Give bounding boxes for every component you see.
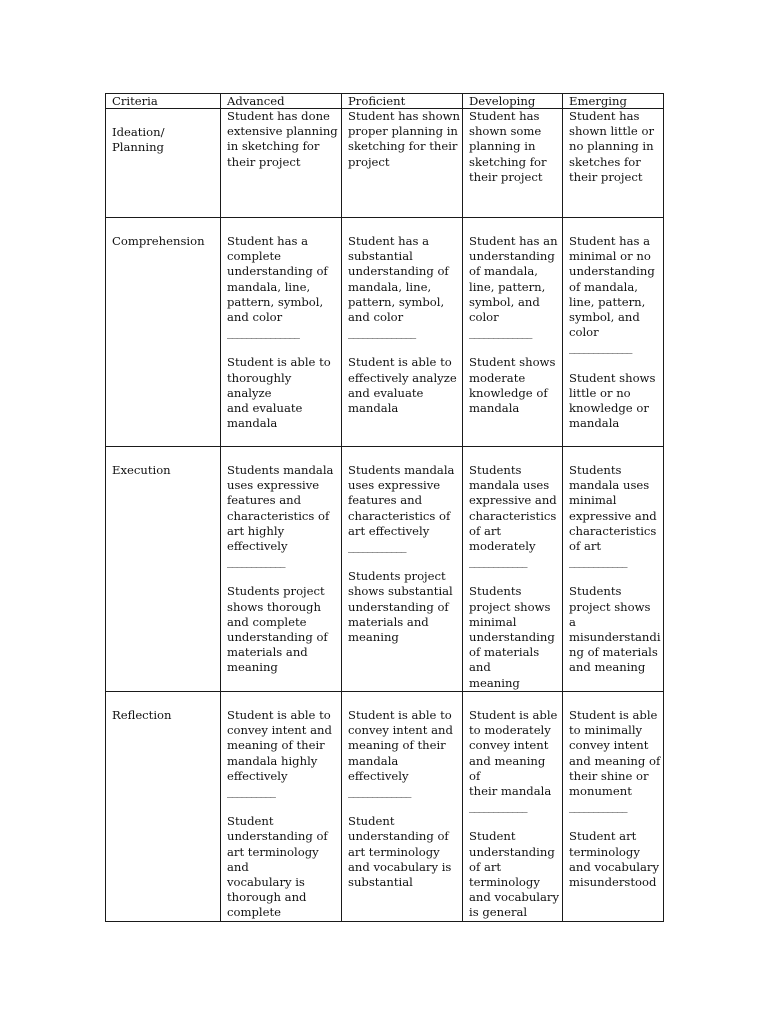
separator-line: ____________ — [469, 554, 527, 569]
cell-text-line: to moderately — [469, 723, 551, 738]
criteria-label: Execution — [112, 463, 171, 477]
cell-text-line: Student shows — [569, 370, 656, 385]
cell-text-line: moderate — [469, 370, 526, 385]
cell-text-line: and evaluate — [348, 385, 424, 400]
cell-text-line: and color — [348, 310, 404, 325]
cell-text-line: characteristics — [469, 508, 557, 523]
cell-text-line: pattern, symbol, — [227, 294, 324, 309]
criteria-label: Comprehension — [112, 234, 205, 248]
cell-text-line: color — [469, 310, 499, 325]
cell-text-line: in sketching for — [227, 139, 320, 154]
cell-proficient — [342, 109, 463, 218]
cell-proficient — [342, 692, 463, 922]
row-comprehension — [106, 218, 664, 447]
cell-text-line: mandala — [348, 401, 399, 416]
cell-text-line: project — [348, 154, 390, 169]
header-advanced: Advanced — [221, 94, 342, 109]
cell-text-line: art effectively — [348, 523, 430, 538]
cell-text-line: effectively — [227, 768, 288, 783]
cell-text-line: moderately — [469, 539, 536, 554]
cell-text-line: Student has shown — [348, 109, 460, 123]
header-developing: Developing — [463, 94, 563, 109]
cell-text-line: art terminology — [348, 844, 440, 859]
cell-text-line: vocabulary is — [227, 875, 305, 890]
cell-text-line: their project — [469, 169, 543, 184]
cell-text-line: Student shows — [469, 355, 556, 370]
cell-emerging — [563, 692, 664, 922]
cell-text-line: proper planning in — [348, 124, 458, 139]
cell-advanced — [221, 692, 342, 922]
cell-text-line: their project — [569, 169, 643, 184]
criteria-label: Planning — [112, 140, 164, 155]
separator-line: ____________ — [569, 799, 627, 814]
cell-text-line: sketches for — [569, 154, 641, 169]
cell-text-line: project shows a — [569, 599, 651, 629]
cell-text-line: effectively — [227, 539, 288, 554]
cell-text-line: and meaning of — [569, 753, 661, 768]
cell-text-line: little or no — [569, 385, 631, 400]
row-execution — [106, 447, 664, 692]
cell-text-line: convey intent and — [227, 723, 332, 738]
separator-line: ____________ — [227, 554, 285, 569]
cell-text-line: understanding of — [227, 829, 328, 844]
cell-text-line: mandala — [227, 416, 278, 431]
row-ideation-planning — [106, 109, 664, 218]
cell-text-line: shown little or — [569, 124, 654, 139]
cell-text-line: convey intent and — [348, 723, 453, 738]
cell-text-line: mandala, line, — [348, 279, 432, 294]
row-reflection — [106, 692, 664, 922]
cell-text-line: symbol, and — [569, 310, 640, 325]
cell-text-line: terminology — [569, 844, 640, 859]
cell-text-line: Student art — [569, 829, 637, 844]
cell-text-line: art highly — [227, 523, 285, 538]
cell-developing — [463, 109, 563, 218]
separator-line: ____________ — [348, 539, 406, 554]
cell-text-line: art terminology and — [227, 844, 319, 874]
cell-text-line: Student is able to — [348, 708, 452, 722]
cell-text-line: misunderstandi — [569, 630, 661, 645]
separator-line: ______________ — [348, 325, 416, 340]
cell-text-line: and vocabulary — [569, 859, 660, 874]
cell-text-line: their mandala — [469, 784, 552, 799]
cell-text-line: Student is able to — [227, 708, 331, 722]
cell-text-line: color — [569, 325, 599, 340]
cell-text-line: and color — [227, 310, 283, 325]
criteria-cell — [106, 218, 221, 447]
criteria-label: Reflection — [112, 708, 172, 722]
separator-line: _____________ — [469, 325, 532, 340]
criteria-label: Ideation/ — [112, 125, 165, 139]
cell-text-line: minimal or no — [569, 249, 651, 264]
cell-developing — [463, 447, 563, 692]
cell-emerging — [563, 218, 664, 447]
cell-text-line: of art — [469, 859, 502, 874]
separator-line: _______________ — [227, 325, 299, 340]
separator-line: ____________ — [469, 799, 527, 814]
cell-text-line: Student — [227, 814, 274, 829]
cell-text-line: materials and — [348, 614, 429, 629]
cell-text-line: Student has — [469, 109, 540, 123]
cell-text-line: understanding of — [348, 264, 449, 279]
cell-text-line: meaning of their — [227, 738, 325, 753]
cell-text-line: mandala — [469, 401, 520, 416]
cell-text-line: mandala effectively — [348, 753, 409, 783]
cell-text-line: sketching for — [469, 154, 547, 169]
cell-text-line: line, pattern, — [569, 294, 646, 309]
cell-text-line: complete — [227, 905, 281, 920]
criteria-cell — [106, 447, 221, 692]
cell-text-line: Students — [469, 463, 522, 477]
cell-text-line: understanding of — [227, 630, 328, 645]
cell-text-line: Student has a — [348, 234, 430, 248]
cell-text-line: Student has — [569, 109, 640, 123]
header-row — [106, 94, 664, 109]
cell-text-line: meaning — [227, 660, 278, 675]
separator-line: _____________ — [348, 784, 411, 799]
cell-text-line: Student is able to — [227, 355, 331, 370]
cell-text-line: uses expressive — [348, 478, 441, 493]
cell-text-line: understanding of — [227, 264, 328, 279]
cell-text-line: characteristics of — [227, 508, 330, 523]
cell-advanced — [221, 447, 342, 692]
cell-text-line: Student is able — [469, 708, 558, 722]
cell-advanced — [221, 109, 342, 218]
cell-text-line: knowledge of — [469, 385, 548, 400]
separator-line: _____________ — [569, 340, 632, 355]
cell-text-line: shows substantial — [348, 584, 453, 599]
cell-text-line: effectively analyze — [348, 370, 457, 385]
cell-text-line: shown some — [469, 124, 542, 139]
separator-line: __________ — [227, 784, 275, 799]
cell-text-line: materials and — [227, 645, 308, 660]
cell-text-line: no planning in — [569, 139, 654, 154]
cell-text-line: their project — [227, 154, 301, 169]
cell-text-line: complete — [227, 249, 281, 264]
cell-text-line: expressive and — [469, 493, 557, 508]
cell-text-line: of mandala, — [569, 279, 638, 294]
cell-text-line: Students — [569, 463, 622, 477]
separator-line: ____________ — [569, 554, 627, 569]
cell-developing — [463, 218, 563, 447]
cell-text-line: and meaning of — [469, 753, 546, 783]
cell-text-line: meaning of their — [348, 738, 446, 753]
cell-text-line: Students project — [348, 569, 446, 584]
cell-text-line: understanding of — [348, 829, 449, 844]
cell-text-line: Student has an — [469, 234, 558, 248]
cell-text-line: features and — [348, 493, 423, 508]
cell-text-line: Students project — [227, 584, 325, 599]
cell-text-line: knowledge or — [569, 401, 649, 416]
cell-text-line: pattern, symbol, — [348, 294, 445, 309]
cell-text-line: and vocabulary is — [348, 859, 452, 874]
cell-text-line: terminology — [469, 875, 540, 890]
cell-text-line: extensive planning — [227, 124, 338, 139]
cell-text-line: mandala — [569, 416, 620, 431]
cell-text-line: substantial — [348, 249, 413, 264]
cell-text-line: of art — [569, 539, 602, 554]
cell-text-line: uses expressive — [227, 478, 320, 493]
cell-text-line: understanding — [569, 264, 655, 279]
cell-text-line: Student — [348, 814, 395, 829]
cell-text-line: misunderstood — [569, 875, 657, 890]
cell-text-line: understanding — [469, 630, 555, 645]
cell-emerging — [563, 447, 664, 692]
cell-text-line: shows thorough — [227, 599, 321, 614]
header-proficient: Proficient — [342, 94, 463, 109]
header-emerging: Emerging — [563, 94, 664, 109]
cell-text-line: Student has a — [569, 234, 651, 248]
cell-text-line: mandala uses — [469, 478, 550, 493]
cell-text-line: features and — [227, 493, 302, 508]
cell-text-line: line, pattern, — [469, 279, 546, 294]
cell-text-line: of art — [469, 523, 502, 538]
cell-text-line: and complete — [227, 614, 307, 629]
cell-text-line: Students — [569, 584, 622, 599]
cell-text-line: thoroughly analyze — [227, 370, 292, 400]
cell-text-line: Student — [469, 829, 516, 844]
cell-text-line: mandala uses — [569, 478, 650, 493]
cell-text-line: project shows — [469, 599, 551, 614]
cell-text-line: Student is able to — [348, 355, 452, 370]
cell-text-line: Students mandala — [227, 463, 334, 477]
cell-text-line: sketching for their — [348, 139, 458, 154]
cell-text-line: symbol, and — [469, 294, 540, 309]
criteria-cell — [106, 692, 221, 922]
cell-text-line: and evaluate — [227, 401, 303, 416]
cell-text-line: characteristics of — [348, 508, 451, 523]
cell-text-line: characteristics — [569, 523, 657, 538]
cell-text-line: Student has done — [227, 109, 330, 123]
cell-proficient — [342, 218, 463, 447]
cell-text-line: of materials and — [469, 645, 540, 675]
cell-text-line: Students — [469, 584, 522, 599]
cell-text-line: ng of materials — [569, 645, 658, 660]
cell-text-line: minimal — [569, 493, 617, 508]
cell-text-line: monument — [569, 784, 632, 799]
cell-text-line: meaning — [348, 630, 399, 645]
cell-proficient — [342, 447, 463, 692]
rubric-body — [106, 94, 664, 922]
cell-text-line: understanding — [469, 249, 555, 264]
cell-text-line: thorough and — [227, 890, 307, 905]
cell-text-line: convey intent — [569, 738, 649, 753]
cell-text-line: and vocabulary — [469, 890, 560, 905]
cell-text-line: convey intent — [469, 738, 549, 753]
header-criteria: Criteria — [106, 94, 221, 109]
cell-text-line: understanding of — [348, 599, 449, 614]
cell-developing — [463, 692, 563, 922]
cell-text-line: mandala highly — [227, 753, 318, 768]
cell-text-line: to minimally — [569, 723, 643, 738]
cell-text-line: of mandala, — [469, 264, 538, 279]
cell-text-line: Student is able — [569, 708, 658, 722]
cell-text-line: is general — [469, 905, 528, 920]
cell-emerging — [563, 109, 664, 218]
cell-text-line: Student has a — [227, 234, 309, 248]
cell-text-line: and meaning — [569, 660, 646, 675]
cell-text-line: Students mandala — [348, 463, 455, 477]
cell-text-line: mandala, line, — [227, 279, 311, 294]
cell-text-line: understanding — [469, 844, 555, 859]
cell-text-line: substantial — [348, 875, 413, 890]
cell-text-line: expressive and — [569, 508, 657, 523]
rubric-table — [105, 93, 664, 922]
cell-text-line: meaning — [469, 675, 520, 690]
cell-text-line: planning in — [469, 139, 536, 154]
criteria-cell — [106, 109, 221, 218]
cell-advanced — [221, 218, 342, 447]
cell-text-line: their shine or — [569, 768, 649, 783]
cell-text-line: minimal — [469, 614, 517, 629]
